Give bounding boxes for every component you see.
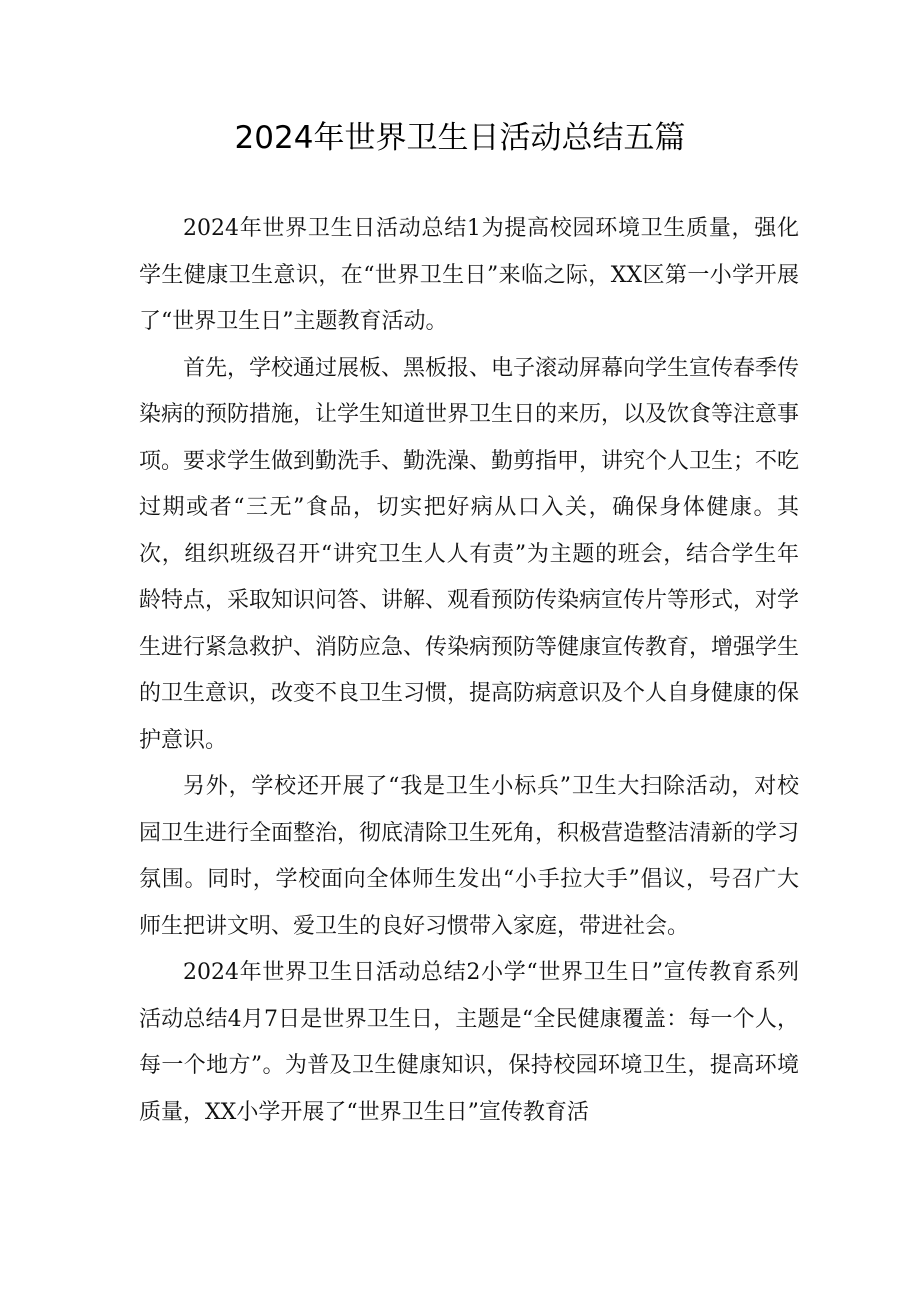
document-body [139,206,799,1136]
document-title: 2024年世界卫生日活动总结五篇 [234,120,686,156]
paragraph: 2024年世界卫生日活动总结1为提高校园环境卫生质量，强化学生健康卫生意识，在“世界卫生日”来临之际，XX区第一小学开展了“世界卫生日”主题教育活动。 [139,216,799,334]
paragraph: 另外，学校还开展了“我是卫生小标兵”卫生大扫除活动，对校园卫生进行全面整治，彻底清除卫生死角，积极营造整洁清新的学习氛围。同时，学校面向全体师生发出“小手拉大手”倡议，号召广大师生把讲文明、爱卫生的良好习惯带入家庭，带进社会。 [139,774,800,939]
paragraph: 2024年世界卫生日活动总结2小学“世界卫生日”宣传教育系列活动总结4月7日是世界卫生日，主题是“全民健康覆盖：每一个人，每一个地方”。为普及卫生健康知识，保持校园环境卫生，提高环境质量，XX小学开展了“世界卫生日”宣传教育活 [139,960,799,1125]
paragraph: 首先，学校通过展板、黑板报、电子滚动屏幕向学生宣传春季传染病的预防措施，让学生知道世界卫生日的来历，以及饮食等注意事项。要求学生做到勤洗手、勤洗澡、勤剪指甲，讲究个人卫生；不吃过期或者“三无”食品，切实把好病从口入关，确保身体健康。其次，组织班级召开“讲究卫生人人有责”为主题的班会，结合学生年龄特点，采取知识问答、讲解、观看预防传染病宣传片等形式，对学生进行紧急救护、消防应急、传染病预防等健康宣传教育，增强学生的卫生意识，改变不良卫生习惯，提高防病意识及个人自身健康的保护意识。 [139,355,800,753]
